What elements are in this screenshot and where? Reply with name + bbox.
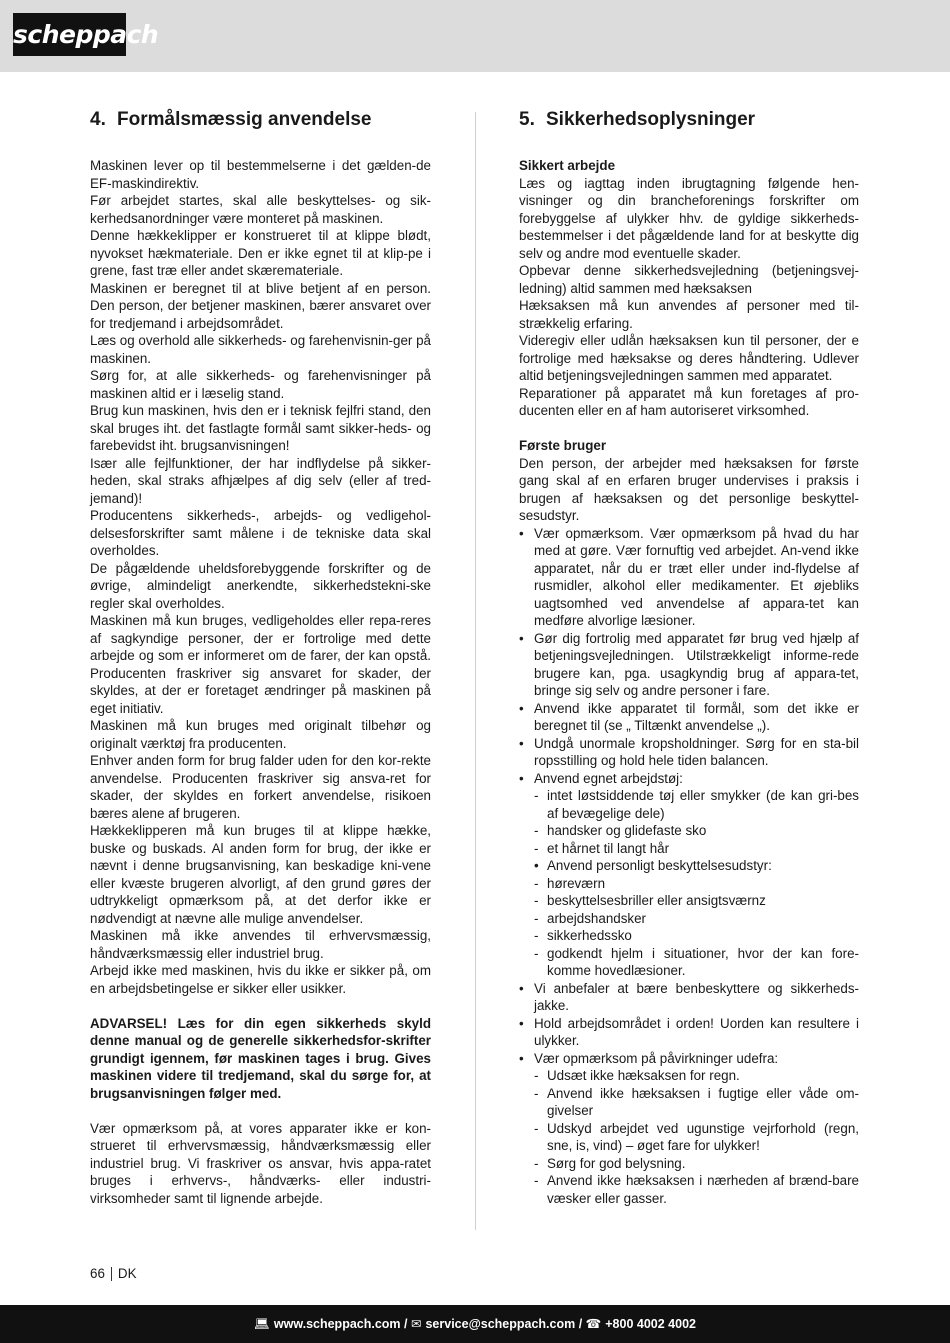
list-item: • Undgå unormale kropsholdninger. Sørg for en sta-bil ropsstilling og hold hele tiden balancen. — [519, 735, 859, 770]
list-item — [519, 770, 859, 980]
paragraph: Læs og iagttag inden ibrugtagning følgende hen-visninger og din brancheforenings forskrifter om forebyggelse af ulykker hhv. de gyldige sikkerheds-bestemmelser i det pågældende land for at beskytte dig selv og andre mod eventuelle skader. — [519, 175, 859, 261]
email-link[interactable]: service@scheppach.com / — [425, 1317, 583, 1331]
sub-list-item: - godkendt hjelm i situationer, hvor der kan fore-komme hovedlæsioner. — [534, 945, 859, 980]
paragraph: De pågældende uheldsforebyggende forskrifter og de øvrige, almindeligt anerkendte, sikkerhedstekni-ske regler skal overholdes. — [90, 560, 431, 611]
list-item: • Hold arbejdsområdet i orden! Uorden kan resultere i ulykker. — [519, 1015, 859, 1050]
section-number: 5. — [519, 109, 535, 130]
paragraph: Maskinen må kun bruges, vedligeholdes eller repa-reres af sagkyndige personer, der er fortrolige med dette arbejde og som er informeret om de farer, der kan opstå. Producenten fraskriver sig ansvaret for skader, der skyldes, at der er foretaget ændringer på maskinen på eget initiativ. — [90, 613, 431, 716]
website-link[interactable]: www.scheppach.com / — [273, 1317, 408, 1331]
right-column — [519, 108, 859, 1207]
clothing-sub-list — [534, 787, 859, 980]
page-number — [90, 1265, 137, 1283]
contact-bar — [0, 1305, 950, 1343]
paragraph: Hækkeklipperen må kun bruges til at klippe hække, buske og buskads. Al anden form for brug, der ikke er nævnt i denne brugsanvisning, kan beskadige kni-vene eller kvæste brugeren alvorligt, af den grund gøres der udtrykkeligt opmærksom på, at det derfor ikke er nødvendigt at nævne alle mulige anvendelser. — [90, 823, 431, 926]
envelope-icon: ✉︎ — [410, 1317, 422, 1331]
sub-list-item: - Sørg for god belysning. — [534, 1155, 859, 1173]
paragraph: Brug kun maskinen, hvis den er i teknisk fejlfri stand, den skal bruges iht. det fastlagte formål samt sikker-heds- og farebevidst iht. brugsanvisningen! — [90, 403, 431, 453]
sub-list-item: - intet løstsiddende tøj eller smykker (de kan gri-bes af bevægelige dele) — [534, 787, 859, 822]
section-title: Sikkerhedsoplysninger — [546, 109, 756, 130]
sub-list-item: - sikkerhedssko — [534, 927, 859, 945]
sub-list-item: - Udskyd arbejdet ved ugunstige vejrforhold (regn, sne, is, vind) – øget fare for ulykker! — [534, 1120, 859, 1155]
separator — [111, 1267, 112, 1281]
section-title: Formålsmæssig anvendelse — [117, 109, 372, 130]
paragraph: Arbejd ikke med maskinen, hvis du ikke er sikker på, om en arbejdsbetingelse er sikker eller usikker. — [90, 963, 431, 996]
sub-list-item: - høreværn — [534, 875, 859, 893]
sub-list-item: - handsker og glidefaste sko — [534, 822, 859, 840]
paragraph: Maskinen må ikke anvendes til erhvervsmæssig, håndværksmæssig eller industriel brug. — [90, 928, 431, 961]
sub-list-item: - Anvend ikke hæksaksen i nærheden af brænd-bare væsker eller gasser. — [534, 1172, 859, 1207]
brand-logo: scheppach — [13, 13, 126, 56]
sub-list-item: - Anvend ikke hæksaksen i fugtige eller våde om-givelser — [534, 1085, 859, 1120]
list-item: • Gør dig fortrolig med apparatet før brug ved hjælp af betjeningsvejledningen. Utilstrækkeligt informe-rede brugere kan, pga. usagkyndig brug af appara-tet, bringe sig selv og andre personer i fare. — [519, 630, 859, 700]
language-code: DK — [117, 1266, 137, 1281]
paragraph: Før arbejdet startes, skal alle beskyttelses- og sik-kerhedsanordninger være monteret på maskinen. — [90, 193, 431, 226]
list-item — [519, 1050, 859, 1208]
paragraph: Opbevar denne sikkerhedsvejledning (betjeningsvej-ledning) altid sammen med hæksaksen — [519, 263, 859, 296]
left-column — [90, 108, 431, 1207]
paragraph: Maskinen er beregnet til at blive betjent af en person. Den person, der betjener maskinen, bærer ansvaret over for tredjemand i arbejdsområdet. — [90, 280, 431, 331]
paragraph: Producentens sikkerheds-, arbejds- og vedligehol-delsesforskrifter samt målene i de tekniske data skal overholdes. — [90, 508, 431, 558]
warning-notice: ADVARSEL! Læs for din egen sikkerheds skyld denne manual og de generelle sikkerhedsfor-skrifter grundigt igennem, før maskinen tages i brug. Gives maskinen videre til tredjemand, skal du sørge for, at brugsanvisningen følger med. — [90, 1015, 431, 1101]
page-num: 66 — [90, 1266, 105, 1281]
paragraph: Maskinen må kun bruges med originalt tilbehør og originalt værktøj fra producenten. — [90, 718, 431, 751]
list-item: • Vi anbefaler at bære benbeskyttere og sikkerheds-jakke. — [519, 980, 859, 1015]
section-heading-4 — [90, 108, 431, 132]
paragraph: Videregiv eller udlån hæksaksen kun til personer, der e fortrolige med hæksakse og deres håndtering. Udlever altid betjeningsvejledningen sammen med apparatet. — [519, 333, 859, 383]
phone-number: +800 4002 4002 — [605, 1317, 696, 1331]
closing-paragraph: Vær opmærksom på, at vores apparater ikke er kon-strueret til erhvervsmæssig, håndværksmæssig eller industriel brug. Vi fraskriver os ansvar, hvis appa-ratet bruges i erhvervs-, håndværks- eller industri-virksomheder samt til lignende arbejde. — [90, 1120, 431, 1206]
computer-icon: 💻︎ — [254, 1317, 270, 1331]
subheading-first-user: Første bruger — [519, 438, 607, 453]
paragraph: Den person, der arbejder med hæksaksen for første gang skal af en erfaren bruger undervises i praksis i brugen af hæksaksen og det personlige beskyttel-sesudstyr. — [519, 455, 859, 523]
sub-list-item: • Anvend personligt beskyttelsesudstyr: — [534, 857, 859, 875]
list-item: • Vær opmærksom. Vær opmærksom på hvad du har med at gøre. Vær fornuftig ved arbejdet. An-vend ikke apparatet, når du er træt eller under ind-flydelse af rusmidler, alkohol eller medikamenter. Et øjebliks uagtsomhed ved anvendelse af appara-tet kan medføre alvorlige læsioner. — [519, 525, 859, 630]
purpose-paragraphs — [90, 157, 431, 997]
paragraph: Maskinen lever op til bestemmelserne i det gælden-de EF-maskindirektiv. — [90, 158, 431, 191]
paragraph: Enhver anden form for brug falder uden for den kor-rekte anvendelse. Producenten fraskriver sig ansva-ret for skader, der skyldes en forkert anvendelse, risikoen bæres alene af brugeren. — [90, 753, 431, 821]
external-factors-sub-list — [534, 1067, 859, 1207]
header-bar — [0, 0, 950, 72]
paragraph: Læs og overhold alle sikkerheds- og farehenvisnin-ger på maskinen. — [90, 333, 431, 366]
section-heading-5 — [519, 108, 859, 132]
subheading-safe-work: Sikkert arbejde — [519, 158, 616, 173]
sub-list-item: - et hårnet til langt hår — [534, 840, 859, 858]
paragraph: Denne hækkeklipper er konstrueret til at klippe blødt, nyvokset hækmateriale. Den er ikke egnet til at klip-pe i grene, fast træ eller andet skæremateriale. — [90, 228, 431, 278]
safety-bullet-list — [519, 525, 859, 1208]
list-item: • Anvend ikke apparatet til formål, som det ikke er beregnet til (se „ Tiltænkt anvendelse „). — [519, 700, 859, 735]
paragraph: Især alle fejlfunktioner, der har indflydelse på sikker-heden, skal straks afhjælpes af dig selv (eller af tred-jemand)! — [90, 455, 431, 506]
paragraph: Hæksaksen må kun anvendes af personer med til-strækkelig erfaring. — [519, 298, 859, 331]
paragraph: Reparationer på apparatet må kun foretages af pro-ducenten eller en af ham autoriseret virksomhed. — [519, 385, 859, 418]
paragraph: Sørg for, at alle sikkerheds- og farehenvisninger på maskinen altid er i læselig stand. — [90, 368, 431, 401]
sub-list-item: - arbejdshandsker — [534, 910, 859, 928]
list-item-text: Anvend egnet arbejdstøj: — [534, 770, 683, 786]
section-number: 4. — [90, 109, 106, 130]
column-divider — [475, 112, 476, 1230]
sub-list-item: - Udsæt ikke hæksaksen for regn. — [534, 1067, 859, 1085]
phone-icon: ☎︎ — [585, 1317, 602, 1331]
sub-list-item: - beskyttelsesbriller eller ansigtsværnz — [534, 892, 859, 910]
list-item-text: Vær opmærksom på påvirkninger udefra: — [534, 1050, 779, 1066]
